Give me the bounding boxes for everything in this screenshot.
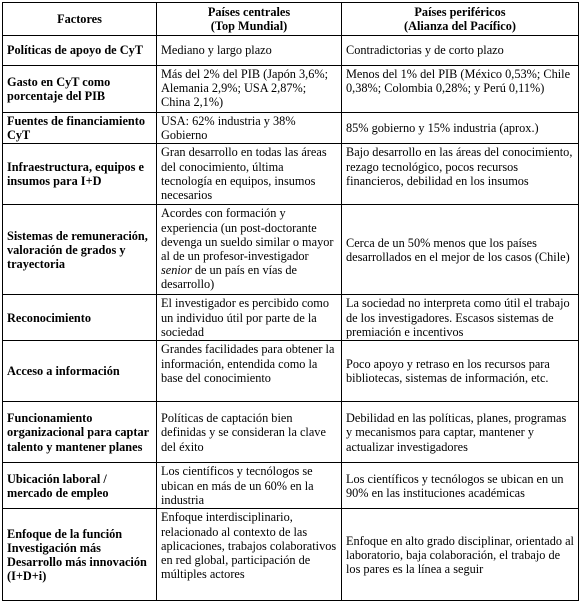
header-peripheral-title: Países periféricos	[414, 4, 506, 19]
factor-cell: Funcionamiento organizacional para captar talento y mantener planes	[3, 402, 157, 463]
factor-cell: Fuentes de financiamiento CyT	[3, 113, 157, 144]
header-central-title: Países centrales	[207, 4, 291, 19]
factor-cell: Gasto en CyT como porcentaje del PIB	[3, 66, 157, 113]
table-row	[3, 66, 579, 113]
central-cell: Grandes facilidades para obtener la información, entendida como la base del conocimiento	[157, 341, 342, 402]
comparison-table	[2, 2, 579, 601]
central-cell: Los científicos y tecnólogos se ubican en más de un 60% en la industria	[157, 463, 342, 509]
table-row	[3, 509, 579, 601]
central-cell: Mediano y largo plazo	[157, 36, 342, 66]
peripheral-cell: Enfoque en alto grado disciplinar, orientado al laboratorio, baja colaboración, el trabajo de los pares es la línea a seguir	[342, 509, 579, 601]
table-row	[3, 144, 579, 205]
factor-cell: Infraestructura, equipos e insumos para I+D	[3, 144, 157, 205]
central-cell: Más del 2% del PIB (Japón 3,6%; Alemania 2,9%; USA 2,87%; China 2,1%)	[157, 66, 342, 113]
central-cell	[157, 205, 342, 295]
table-row	[3, 113, 579, 144]
peripheral-cell: Bajo desarrollo en las áreas del conocimiento, rezago tecnológico, pocos recursos financieros, debilidad en los insumos	[342, 144, 579, 205]
header-paises-perifericos	[342, 3, 579, 36]
header-central-subtitle: (Top Mundial)	[210, 19, 288, 33]
header-peripheral-subtitle: (Alianza del Pacífico)	[403, 19, 516, 33]
central-cell: Políticas de captación bien definidas y se consideran la clave del éxito	[157, 402, 342, 463]
table-row	[3, 205, 579, 295]
table-row	[3, 463, 579, 509]
central-cell: USA: 62% industria y 38% Gobierno	[157, 113, 342, 144]
central-cell: Enfoque interdisciplinario, relacionado al contexto de las aplicaciones, trabajos colaborativos en red global, participación de múltiples actores	[157, 509, 342, 601]
peripheral-cell: La sociedad no interpreta como útil el trabajo de los investigadores. Escasos sistemas de premiación e incentivos	[342, 295, 579, 341]
factor-cell: Reconocimiento	[3, 295, 157, 341]
central-text-part: Acordes con formación y experiencia (un post-doctorante devenga un sueldo similar o mayor al de un profesor-investigador	[161, 206, 334, 264]
central-text-part: de un país en vías de desarrollo)	[161, 263, 297, 292]
peripheral-cell: Los científicos y tecnólogos se ubican en un 90% en las instituciones académicas	[342, 463, 579, 509]
table-row	[3, 341, 579, 402]
peripheral-cell: 85% gobierno y 15% industria (aprox.)	[342, 113, 579, 144]
peripheral-cell: Debilidad en las políticas, planes, programas y mecanismos para captar, mantener y actualizar investigadores	[342, 402, 579, 463]
central-cell: El investigador es percibido como un individuo útil por parte de la sociedad	[157, 295, 342, 341]
factor-cell: Enfoque de la función Investigación más Desarrollo más innovación (I+D+i)	[3, 509, 157, 601]
central-cell: Gran desarrollo en todas las áreas del conocimiento, última tecnología en equipos, insumos necesarios	[157, 144, 342, 205]
factor-cell: Acceso a información	[3, 341, 157, 402]
peripheral-cell: Poco apoyo y retraso en los recursos para bibliotecas, sistemas de información, etc.	[342, 341, 579, 402]
header-factores: Factores	[3, 3, 157, 36]
comparison-table-container	[2, 2, 579, 601]
table-row	[3, 36, 579, 66]
factor-cell: Políticas de apoyo de CyT	[3, 36, 157, 66]
peripheral-cell: Menos del 1% del PIB (México 0,53%; Chile 0,38%; Colombia 0,28%; y Perú 0,11%)	[342, 66, 579, 113]
peripheral-cell: Contradictorias y de corto plazo	[342, 36, 579, 66]
header-paises-centrales	[157, 3, 342, 36]
header-row	[3, 3, 579, 36]
table-row	[3, 295, 579, 341]
table-row	[3, 402, 579, 463]
peripheral-cell: Cerca de un 50% menos que los países desarrollados en el mejor de los casos (Chile)	[342, 205, 579, 295]
factor-cell: Sistemas de remuneración, valoración de grados y trayectoria	[3, 205, 157, 295]
factor-cell: Ubicación laboral / mercado de empleo	[3, 463, 157, 509]
central-text-italic: senior	[161, 263, 192, 278]
